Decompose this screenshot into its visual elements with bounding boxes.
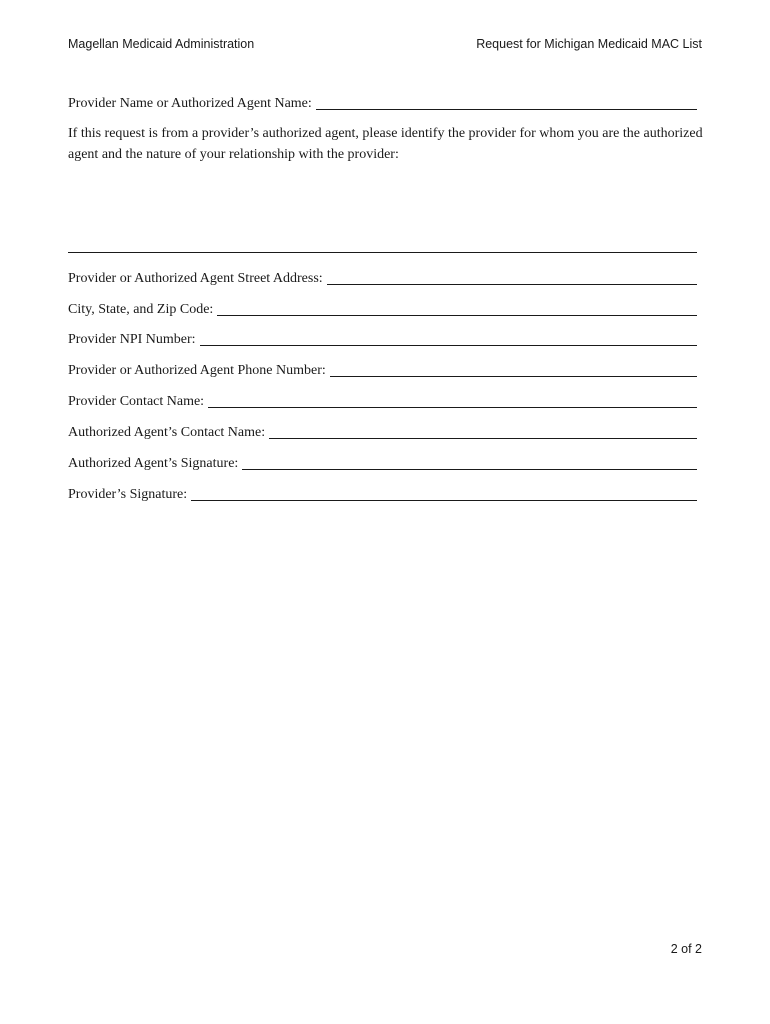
provider-name-input-line[interactable] [316,109,697,110]
provider-signature-label: Provider’s Signature: [68,487,188,502]
page-header [68,37,702,51]
agent-contact-name-label: Authorized Agent’s Contact Name: [68,425,266,440]
agent-contact-name-field[interactable] [68,421,697,441]
city-state-zip-label: City, State, and Zip Code: [68,302,214,317]
npi-number-label: Provider NPI Number: [68,332,196,347]
city-state-zip-input-line[interactable] [217,315,697,316]
agent-signature-field[interactable] [68,452,697,472]
city-state-zip-field[interactable] [68,298,697,318]
answer-separator-line [68,252,697,253]
provider-contact-name-field[interactable] [68,390,697,410]
agent-contact-name-input-line[interactable] [269,438,697,439]
agent-relationship-answer-area[interactable] [68,178,697,250]
street-address-label: Provider or Authorized Agent Street Address: [68,271,323,286]
provider-name-field[interactable] [68,92,697,112]
header-organization: Magellan Medicaid Administration [68,37,255,51]
provider-contact-name-label: Provider Contact Name: [68,394,205,409]
street-address-field[interactable] [68,267,697,287]
npi-number-input-line[interactable] [200,345,697,346]
header-document-title: Request for Michigan Medicaid MAC List [476,37,702,51]
provider-signature-field[interactable] [68,483,697,503]
provider-name-label: Provider Name or Authorized Agent Name: [68,96,312,111]
agent-instructions: If this request is from a provider’s authorized agent, please identify the provider for whom you are the authorized agent and the nature of your relationship with the provider: [68,126,703,162]
agent-signature-label: Authorized Agent’s Signature: [68,456,239,471]
phone-number-label: Provider or Authorized Agent Phone Number: [68,363,326,378]
npi-number-field[interactable] [68,328,697,348]
provider-signature-input-line[interactable] [191,500,697,501]
phone-number-field[interactable] [68,359,697,379]
agent-signature-input-line[interactable] [242,469,697,470]
street-address-input-line[interactable] [327,284,697,285]
page-number: 2 of 2 [670,942,702,956]
phone-number-input-line[interactable] [330,376,697,377]
provider-contact-name-input-line[interactable] [208,407,697,408]
